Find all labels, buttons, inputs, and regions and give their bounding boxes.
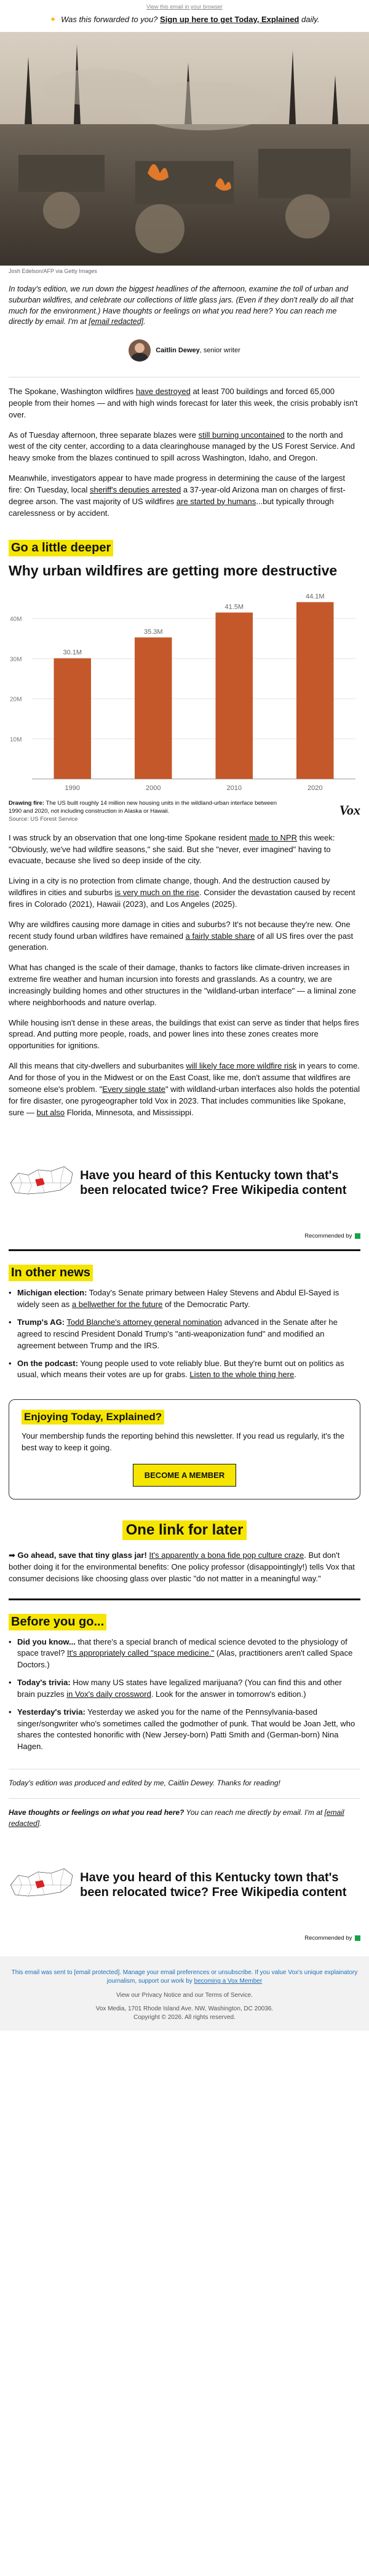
analysis-link[interactable]: but also xyxy=(36,1107,65,1117)
bar xyxy=(296,602,333,779)
thoughts-line xyxy=(0,1808,369,1829)
browser-link-row xyxy=(0,0,369,14)
one-link-section xyxy=(0,1550,369,1585)
text: Yesterday we asked you for the name of the Pennsylvania-based singer/songwriter who's sometimes called the godmother of punk. That would be Joan Jett, who shares the contested honorific with (New Jersey-born) Patti Smith and (German-born) Nina Hagen. xyxy=(17,1707,355,1752)
membership-text: Your membership funds the reporting behind this newsletter. If you read us regularly, it's the best way to keep it going. xyxy=(22,1431,344,1453)
text: . But don't bother doing it for the environmental benefits: One policy professor (disappointingly!) tells Vox that consumer decisions like choosing glass over plastic "do not matter in a meaningful way." xyxy=(9,1550,355,1583)
membership-title: Enjoying Today, Explained? xyxy=(22,1410,164,1424)
text: to the north and west of the city center, according to a data clearinghouse managed by the US Forest Service. And heavy smoke from the blazes continued to spill across Washington, Idaho, and Oregon. xyxy=(9,430,355,463)
author-byline xyxy=(0,336,369,365)
address-line: Vox Media, 1701 Rhode Island Ave. NW, Washington, DC 20036. xyxy=(95,2005,274,2013)
text: Today's Senate primary between Haley Stevens and Abdul El-Sayed is widely seen as xyxy=(17,1288,339,1310)
copyright-line: Copyright © 2026. All rights reserved. xyxy=(133,2014,236,2021)
section-heading-before-you-go xyxy=(9,1614,360,1630)
analysis-link[interactable]: will likely face more wildfire risk xyxy=(186,1061,297,1071)
x-tick-label: 2010 xyxy=(226,784,242,792)
data-label: 30.1M xyxy=(63,649,82,657)
news-list xyxy=(0,1287,369,1381)
item-link[interactable]: It's appropriately called "space medicine." xyxy=(66,1648,215,1658)
intro-text xyxy=(0,284,369,328)
forwarded-banner xyxy=(0,14,369,32)
email-link[interactable]: [email redacted] xyxy=(9,1808,344,1828)
text: that there's a special branch of medical science devoted to the physiology of space travel? xyxy=(17,1637,347,1658)
thoughts-bold: Have thoughts or feelings on what you read here? xyxy=(9,1808,184,1817)
text: in years to come. And for those of you in the Midwest or on the East Coast, like me, don't assume that wildfires are someone else's problem. " xyxy=(9,1061,360,1094)
list-item xyxy=(9,1358,360,1381)
analysis-paragraph-6 xyxy=(0,1061,369,1118)
analysis-link[interactable]: Every single state xyxy=(102,1084,165,1094)
analysis-link[interactable]: a fairly stable share xyxy=(185,931,255,941)
item-link[interactable]: in Vox's daily crossword xyxy=(66,1689,151,1699)
text: (Alas, practitioners aren't called Space Doctors.) xyxy=(17,1648,353,1670)
story-link[interactable]: still burning uncontained xyxy=(198,430,285,440)
footer-address xyxy=(9,2005,360,2022)
list-item xyxy=(9,1317,360,1352)
membership-button-row xyxy=(22,1464,347,1487)
text: All this means that city-dwellers and suburbanites xyxy=(9,1061,184,1071)
y-tick-label: 30M xyxy=(10,656,22,663)
caption-label: Drawing fire: xyxy=(9,800,45,807)
list-item xyxy=(9,1287,360,1311)
footer xyxy=(0,1956,369,2031)
text: Young people used to vote reliably blue. But they're burnt out on politics as usual, which means their votes are up for grabs. xyxy=(17,1358,344,1380)
recommender-logo-icon xyxy=(355,1233,360,1239)
news-link[interactable]: Todd Blanche's attorney general nomination xyxy=(66,1318,222,1327)
text: Meanwhile, investigators appear to have made progress in determining the cause of the largest fire: On Tuesday, local xyxy=(9,473,346,494)
data-label: 41.5M xyxy=(224,603,244,611)
analysis-paragraph-1 xyxy=(0,832,369,867)
lead-story xyxy=(0,386,369,519)
analysis-paragraph-2 xyxy=(0,875,369,911)
story-paragraph-2 xyxy=(0,430,369,465)
edition-credit: Today's edition was produced and edited by me, Caitlin Dewey. Thanks for reading! xyxy=(9,1779,280,1788)
section-label: Go a little deeper xyxy=(9,540,113,556)
caption-text: The US built roughly 14 million new housing units in the wildland-urban interface between 1990 and 2020, not including construction in Alaska or Hawaii. xyxy=(9,800,277,815)
footer-preferences xyxy=(9,1969,360,1986)
item-title: Michigan election: xyxy=(17,1288,87,1298)
promo-card[interactable] xyxy=(0,1839,369,1931)
author-role: , senior writer xyxy=(199,347,240,354)
divider xyxy=(9,1798,360,1799)
text: a 37-year-old Arizona man on charges of first-degree arson. The vast majority of US wildfires xyxy=(9,484,346,506)
divider-thick xyxy=(9,1249,360,1251)
star-icon: ✦ xyxy=(49,15,57,24)
list-item xyxy=(9,1707,360,1753)
item-title: Yesterday's trivia: xyxy=(17,1707,85,1717)
signup-link[interactable]: Sign up here to get Today, Explained xyxy=(160,15,300,24)
y-tick-label: 10M xyxy=(10,736,22,743)
one-link-lead: Go ahead, save that tiny glass jar! xyxy=(17,1550,147,1560)
wildfire-photo xyxy=(0,32,369,266)
data-label: 35.3M xyxy=(143,628,163,636)
story-paragraph-3 xyxy=(0,473,369,519)
membership-link[interactable]: becoming a Vox Member xyxy=(194,1978,263,1985)
recommended-by xyxy=(0,1233,369,1239)
section-label: In other news xyxy=(9,1265,93,1281)
list-item xyxy=(9,1637,360,1672)
text: As of Tuesday afternoon, three separate blazes were xyxy=(9,430,196,440)
section-heading-deeper xyxy=(9,540,360,556)
wildfire-photo-icon xyxy=(0,32,369,266)
text: . xyxy=(294,1370,296,1380)
analysis-link[interactable]: is very much on the rise xyxy=(114,888,199,898)
section-label: Before you go... xyxy=(9,1614,106,1630)
text: of the Democratic Party. xyxy=(164,1300,250,1310)
text: How many US states have legalized marijuana? (You can find this and other brain puzzles xyxy=(17,1678,342,1699)
bar xyxy=(216,612,253,779)
membership-box xyxy=(9,1399,360,1499)
avatar xyxy=(129,339,151,362)
photo-credit: Josh Edelson/AFP via Getty Images xyxy=(9,268,97,274)
story-link[interactable]: are started by humans xyxy=(176,496,256,506)
one-link-link[interactable]: It's apparently a bona fide pop culture craze xyxy=(149,1550,304,1560)
recommended-by xyxy=(0,1935,369,1942)
bar-chart xyxy=(9,588,360,797)
one-link-text xyxy=(0,1550,369,1585)
analysis-link[interactable]: made to NPR xyxy=(248,832,297,842)
text: Living in a city is no protection from climate change, though. And the destruction caused by wildfires in cities and suburbs xyxy=(9,876,330,898)
chart-footer xyxy=(0,800,369,823)
promo-headline[interactable]: Have you heard of this Kentucky town that's been relocated twice? Free Wikipedia content xyxy=(80,1871,347,1900)
text: . Look for the answer in tomorrow's edition.) xyxy=(151,1689,306,1699)
footer-policies[interactable]: View our Privacy Notice and our Terms of Service. xyxy=(116,1992,253,1999)
bar xyxy=(54,658,91,779)
x-tick-label: 2000 xyxy=(146,784,161,792)
text: . Consider the devastation caused by recent fires in Colorado (2021), Hawaii (2023), and Los Angeles (2025). xyxy=(9,888,355,909)
divider-thick xyxy=(9,1598,360,1600)
text: Why are wildfires causing more damage in cities and suburbs? It's not because they're new. One recent study found urban wildfires have remained xyxy=(9,919,351,941)
story-paragraph-1 xyxy=(0,386,369,421)
x-tick-label: 2020 xyxy=(308,784,323,792)
text: You can reach me directly by email. I'm at xyxy=(186,1808,323,1817)
analysis xyxy=(0,832,369,1119)
kentucky-map-icon xyxy=(9,1842,74,1928)
text: advanced in the Senate after he agreed to rescind President Donald Trump's "anti-weaponization fund" and modified an agreement between Trump and the IRS. xyxy=(17,1318,338,1350)
chart-caption xyxy=(0,800,289,816)
y-tick-label: 20M xyxy=(10,696,22,703)
chart xyxy=(0,588,369,797)
text: this week: "Obviously, we've had wildfire seasons," she said. But she "never, ever imagined" having to evacuate, because she lived so deep inside of the city. xyxy=(9,832,335,866)
view-in-browser-link[interactable]: View this email in your browser xyxy=(146,4,223,10)
chart-source: Source: US Forest Service xyxy=(9,815,78,823)
section-heading-news xyxy=(9,1265,360,1281)
text: Florida, Minnesota, and Mississippi. xyxy=(66,1107,194,1117)
bar xyxy=(135,638,172,779)
story-link[interactable]: sheriff's deputies arrested xyxy=(90,484,181,494)
text: " with wildland-urban interfaces also holds the potential for fire disaster, one pyrogeographer told Vox in 2023. That includes communities like Spokane, sure — xyxy=(9,1084,360,1117)
item-title: On the podcast: xyxy=(17,1358,78,1368)
intro-body: In today's edition, we run down the biggest headlines of the afternoon, examine the toll of urban and suburban wildfires, and celebrate our collections of little glass jars. (Even if they don't really do all that much for the environment.) Have thoughts or feelings on what you read here? You can reach me directly by email. I'm at xyxy=(9,285,354,326)
text: The Spokane, Washington wildfires xyxy=(9,387,134,396)
section-label: One link for later xyxy=(122,1520,247,1540)
item-title: Did you know... xyxy=(17,1637,76,1646)
analysis-paragraph-5: While housing isn't dense in these areas, the buildings that exist can serve as tinder that helps fires spread. And putting more people, roads, and power lines into these zones creates more opportunities for ignitions. xyxy=(9,1017,359,1051)
forwarded-suffix: daily. xyxy=(301,15,320,24)
item-title: Today's trivia: xyxy=(17,1678,71,1688)
text: at least 700 buildings and forced 65,000 people from their homes — and with high winds forecast for later this week, the crisis probably isn't over. xyxy=(9,387,358,419)
author-text xyxy=(156,347,240,354)
promo-card[interactable] xyxy=(0,1137,369,1229)
promo-headline[interactable]: Have you heard of this Kentucky town that's been relocated twice? Free Wikipedia content xyxy=(80,1169,347,1198)
x-tick-label: 1990 xyxy=(65,784,80,792)
kentucky-map-icon xyxy=(9,1140,74,1226)
text: of all US fires over the past generation. xyxy=(9,931,354,952)
author-name: Caitlin Dewey xyxy=(156,347,200,354)
jar-icon: ➡ xyxy=(9,1550,15,1560)
forwarded-prefix: Was this forwarded to you? xyxy=(61,15,158,24)
before-you-go-list xyxy=(0,1637,369,1753)
data-label: 44.1M xyxy=(305,593,325,601)
y-tick-label: 40M xyxy=(10,616,22,623)
analysis-paragraph-4: What has changed is the scale of their damage, thanks to factors like climate-driven increases in extreme fire weather and human incursion into forests and grasslands. As a country, we are increasingly building homes and other structures in the "wildland-urban interface" — a liminal zone where neighborhoods and nature overlap. xyxy=(9,963,356,1007)
story-link[interactable]: have destroyed xyxy=(135,387,191,396)
news-link[interactable]: a bellwether for the future xyxy=(71,1300,163,1310)
footer-text[interactable]: This email was sent to [email protected]. Manage your email preferences or unsubscribe. If you value Vox's unique explainatory journalism, support our work by xyxy=(11,1969,358,1985)
recommender-logo-icon xyxy=(355,1935,360,1941)
recommended-label: Recommended by xyxy=(304,1935,352,1942)
news-link[interactable]: Listen to the whole thing here xyxy=(189,1370,295,1380)
analysis-paragraph-3 xyxy=(0,919,369,954)
vox-logo: Vox xyxy=(339,802,360,818)
list-item xyxy=(9,1677,360,1701)
text: ...but typically through carelessness or by accident. xyxy=(9,496,334,518)
become-member-button[interactable]: BECOME A MEMBER xyxy=(133,1464,236,1487)
intro-end: . xyxy=(143,317,146,326)
recommended-label: Recommended by xyxy=(304,1233,352,1240)
section-heading-one-link xyxy=(0,1520,369,1540)
item-title: Trump's AG: xyxy=(17,1318,65,1327)
text: I was struck by an observation that one long-time Spokane resident xyxy=(9,832,247,842)
chart-headline: Why urban wildfires are getting more destructive xyxy=(9,563,338,579)
text: . xyxy=(39,1819,42,1828)
intro-email-link[interactable]: [email redacted] xyxy=(89,317,144,326)
